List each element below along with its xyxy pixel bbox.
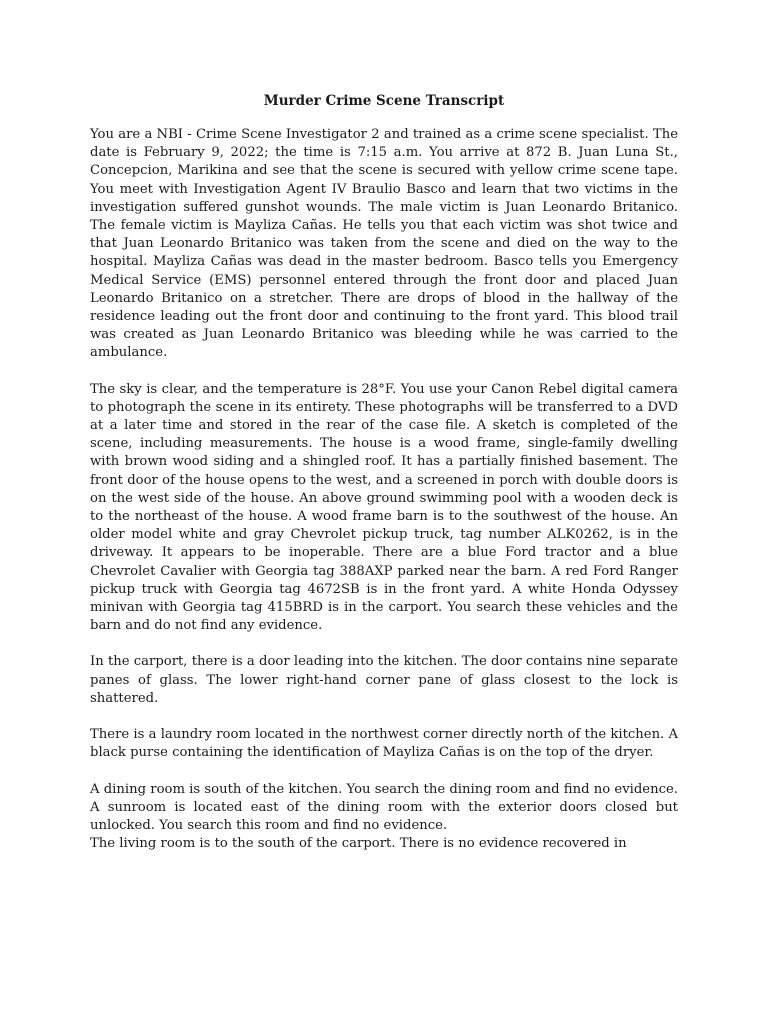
paragraph-arrival: You are a NBI - Crime Scene Investigator 2 and trained as a crime scene specialist. The date is February 9, 2022; the time is 7:15 a.m. You arrive at 872 B. Juan Luna St., Concepcion, Marikina and see that the scene is secured with yellow crime scene tape. You meet with Investigation Agent IV Braulio Basco and learn that two victims in the investigation suffered gunshot wounds. The male victim is Juan Leonardo Britanico. The female victim is Mayliza Cañas. He tells you that each victim was shot twice and that Juan Leonardo Britanico was taken from the scene and died on the way to the hospital. Mayliza Cañas was dead in the master bedroom. Basco tells you Emergency Medical Service (EMS) personnel entered through the front door and placed Juan Leonardo Britanico on a stretcher. There are drops of blood in the hallway of the residence leading out the front door and continuing to the front yard. This blood trail was created as Juan Leonardo Britanico was bleeding while he was carried to the ambulance. [90, 127, 678, 361]
paragraph-scene-description: The sky is clear, and the temperature is 28°F. You use your Canon Rebel digital camera to photograph the scene in its entirety. These photographs will be transferred to a DVD at a later time and stored in the rear of the case file. A sketch is completed of the scene, including measurements. The house is a wood frame, single-family dwelling with brown wood siding and a shingled roof. It has a partially finished basement. The front door of the house opens to the west, and a screened in porch with double doors is on the west side of the house. An above ground swimming pool with a wooden deck is to the northeast of the house. A wood frame barn is to the southwest of the house. An older model white and gray Chevrolet pickup truck, tag number ALK0262, is in the driveway. It appears to be inoperable. There are a blue Ford tractor and a blue Chevrolet Cavalier with Georgia tag 388AXP parked near the barn. A red Ford Ranger pickup truck with Georgia tag 4672SB is in the front yard. A white Honda Odyssey minivan with Georgia tag 415BRD is in the carport. You search these vehicles and the barn and do not find any evidence. [90, 381, 678, 634]
document-page [90, 92, 678, 853]
paragraph-dining-room: A dining room is south of the kitchen. You search the dining room and find no evidence. A sunroom is located east of the dining room with the exterior doors closed but unlocked. You search this room and find no evidence. [90, 781, 678, 833]
paragraph-living-room: The living room is to the south of the carport. There is no evidence recovered in [90, 836, 627, 852]
paragraph-carport: In the carport, there is a door leading into the kitchen. The door contains nine separate panes of glass. The lower right-hand corner pane of glass closest to the lock is shattered. [90, 654, 678, 706]
paragraph-laundry-room: There is a laundry room located in the northwest corner directly north of the kitchen. A black purse containing the identification of Mayliza Cañas is on the top of the dryer. [90, 727, 678, 761]
document-title: Murder Crime Scene Transcript [263, 93, 505, 109]
